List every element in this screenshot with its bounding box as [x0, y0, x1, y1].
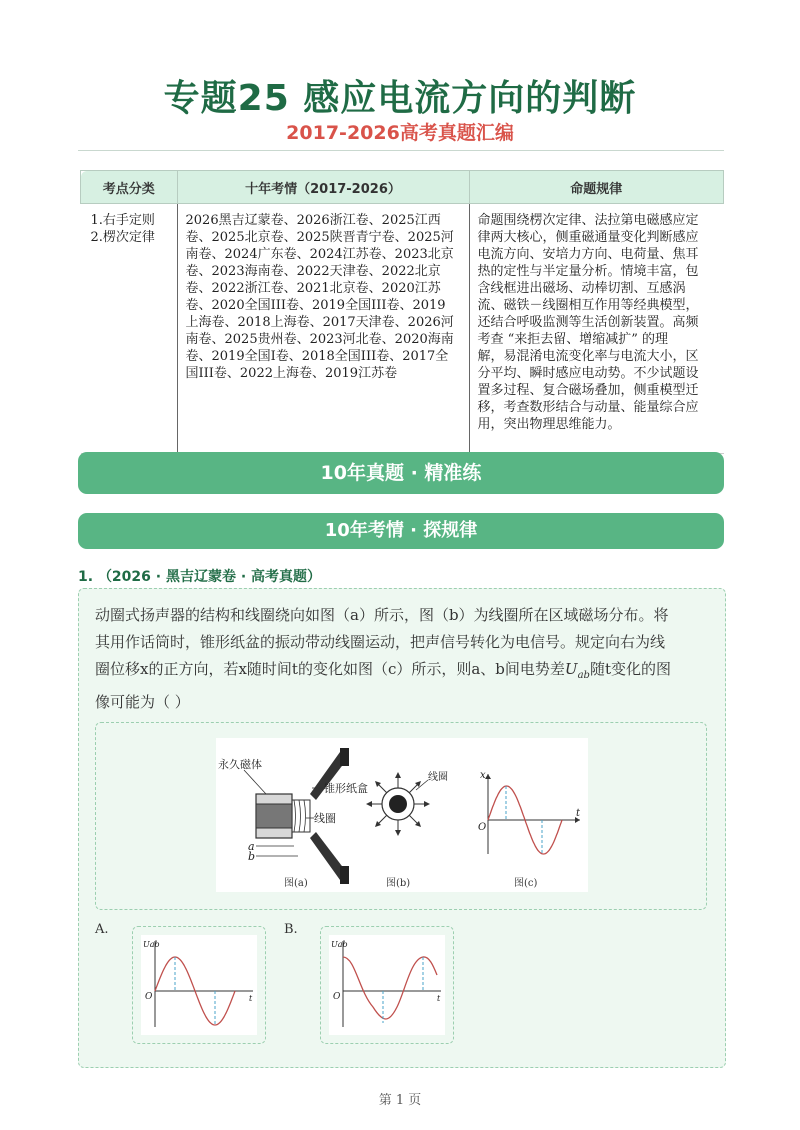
- stem-text: 随t变化的图: [589, 660, 671, 678]
- history-line: 国III卷、2022上海卷、2019江苏卷: [185, 366, 398, 381]
- table-header-pattern: 命题规律: [469, 171, 724, 204]
- category-line: 1.右手定则: [90, 213, 155, 228]
- figure-panel: [216, 738, 588, 892]
- label-line-magnet: [244, 770, 266, 794]
- option-a-label[interactable]: A.: [95, 922, 109, 937]
- history-line: 上海卷、2018上海卷、2017天津卷、2026河: [185, 315, 454, 330]
- table-header-category: 考点分类: [81, 171, 178, 204]
- table-cell-history: [177, 204, 469, 454]
- pattern-line: 流、磁铁－线圈相互作用等经典模型，: [477, 298, 699, 313]
- radial-field-diagram: [366, 770, 448, 889]
- stem-text: 圈位移x的正方向，若x随时间t的变化如图（c）所示，则a、b间电势差: [95, 660, 565, 678]
- label-axis-t: t: [249, 994, 253, 1003]
- title-divider: [78, 150, 724, 151]
- history-line: 南卷、2025贵州卷、2023河北卷、2020海南: [185, 332, 454, 347]
- stem-line: 动圈式扬声器的结构和线圈绕向如图（a）所示，图（b）为线圈所在区域磁场分布。将: [95, 606, 669, 624]
- caption-b: 图(b): [386, 878, 411, 889]
- question-header: [78, 566, 321, 586]
- label-cone: 锥形纸盒: [324, 782, 368, 795]
- exam-summary-table: [80, 170, 724, 454]
- pattern-line: 分平均、瞬时感应电动势。不少试题设: [477, 366, 699, 381]
- pattern-line: 还结合呼吸监测等生活创新装置。高频: [477, 315, 699, 330]
- label-coil-b: 线圈: [428, 772, 448, 783]
- label-a: a: [248, 840, 255, 853]
- stem-line: 像可能为（ ）: [95, 693, 190, 711]
- uab-symbol: U: [564, 660, 578, 678]
- history-line: 卷、2023海南卷、2022天津卷、2022北京: [185, 264, 441, 279]
- label-origin: O: [333, 992, 341, 1002]
- history-line: 南卷、2024广东卷、2024江苏卷、2023北京: [185, 247, 454, 262]
- cone-rim-bottom: [340, 866, 349, 884]
- stem-line: 其用作话筒时，锥形纸盆的振动带动线圈运动，把声信号转化为电信号。规定向右为线: [95, 633, 666, 651]
- cone-rim-top: [340, 748, 349, 766]
- option-a-plot: [141, 935, 257, 1035]
- question-source: （2026 · 黑吉辽蒙卷 · 高考真题）: [97, 569, 322, 585]
- lead-wires: [256, 846, 298, 856]
- pattern-line: 命题围绕楞次定律、法拉第电磁感应定: [477, 213, 699, 228]
- history-line: 卷、2019全国I卷、2018全国III卷、2017全: [185, 349, 449, 364]
- figure-svg: [216, 738, 588, 892]
- caption-a: 图(a): [284, 878, 308, 889]
- option-a-svg: [141, 935, 257, 1035]
- x-t-graph: [478, 770, 581, 889]
- option-b-svg: [329, 935, 445, 1035]
- label-origin: O: [145, 992, 153, 1002]
- category-line: 2.楞次定律: [90, 230, 155, 245]
- pattern-line: 含线框进出磁场、动棒切割、互感涡: [477, 281, 686, 296]
- x-axis-arrow: [485, 774, 491, 779]
- option-a[interactable]: [132, 926, 266, 1044]
- label-b: b: [248, 850, 256, 863]
- practice-banner: 10年真题 · 精准练: [78, 452, 724, 494]
- caption-c: 图(c): [514, 878, 538, 889]
- label-origin: O: [478, 822, 487, 833]
- table-header-history: 十年考情（2017-2026）: [177, 171, 469, 204]
- stem-line: [95, 656, 705, 689]
- page-number: 第 1 页: [378, 1093, 422, 1108]
- pattern-line: 移，考查数形结合与动量、能量综合应: [477, 400, 699, 415]
- option-b-plot: [329, 935, 445, 1035]
- option-b-label[interactable]: B.: [284, 922, 298, 937]
- magnet-pole: [389, 795, 407, 813]
- label-axis-t: t: [437, 994, 441, 1003]
- label-coil-a: 线圈: [314, 812, 336, 825]
- pattern-line: 考查 “来拒去留、增缩减扩” 的理: [477, 332, 669, 347]
- pattern-line: 律两大核心，侧重磁通量变化判断感应: [477, 230, 699, 245]
- pattern-line: 解，易混淆电流变化率与电流大小，区: [477, 349, 699, 364]
- page-subtitle: 2017-2026高考真题汇编: [286, 122, 514, 144]
- pattern-line: 热的定性与半定量分析。情境丰富，包: [477, 264, 699, 279]
- label-axis-x: x: [480, 770, 486, 781]
- option-b[interactable]: [320, 926, 454, 1044]
- page-title: 专题25 感应电流方向的判断: [163, 78, 637, 119]
- uab-subscript: ab: [577, 670, 590, 681]
- history-line: 2026黑吉辽蒙卷、2026浙江卷、2025江西: [185, 213, 441, 228]
- pattern-line: 用，突出物理思维能力。: [477, 417, 621, 432]
- trend-banner: 10年考情 · 探规律: [78, 513, 724, 549]
- label-magnet: 永久磁体: [218, 758, 262, 771]
- coil-windings: [294, 800, 306, 832]
- label-axis-u: Uab: [143, 940, 160, 949]
- label-axis-u: Uab: [331, 940, 348, 949]
- table-cell-category: [81, 204, 178, 454]
- magnet-core: [256, 804, 292, 828]
- question-stem: [95, 602, 705, 716]
- history-line: 卷、2025北京卷、2025陕晋青宁卷、2025河: [185, 230, 454, 245]
- label-axis-t: t: [576, 808, 581, 819]
- speaker-diagram: [218, 748, 368, 889]
- question-number: 1.: [78, 569, 94, 585]
- history-line: 卷、2020全国III卷、2019全国III卷、2019: [185, 298, 446, 313]
- table-cell-pattern: [469, 204, 724, 454]
- pattern-line: 置多过程、复合磁场叠加，侧重模型迁: [477, 383, 699, 398]
- history-line: 卷、2022浙江卷、2021北京卷、2020江苏: [185, 281, 441, 296]
- pattern-line: 电流方向、安培力方向、电荷量、焦耳: [477, 247, 699, 262]
